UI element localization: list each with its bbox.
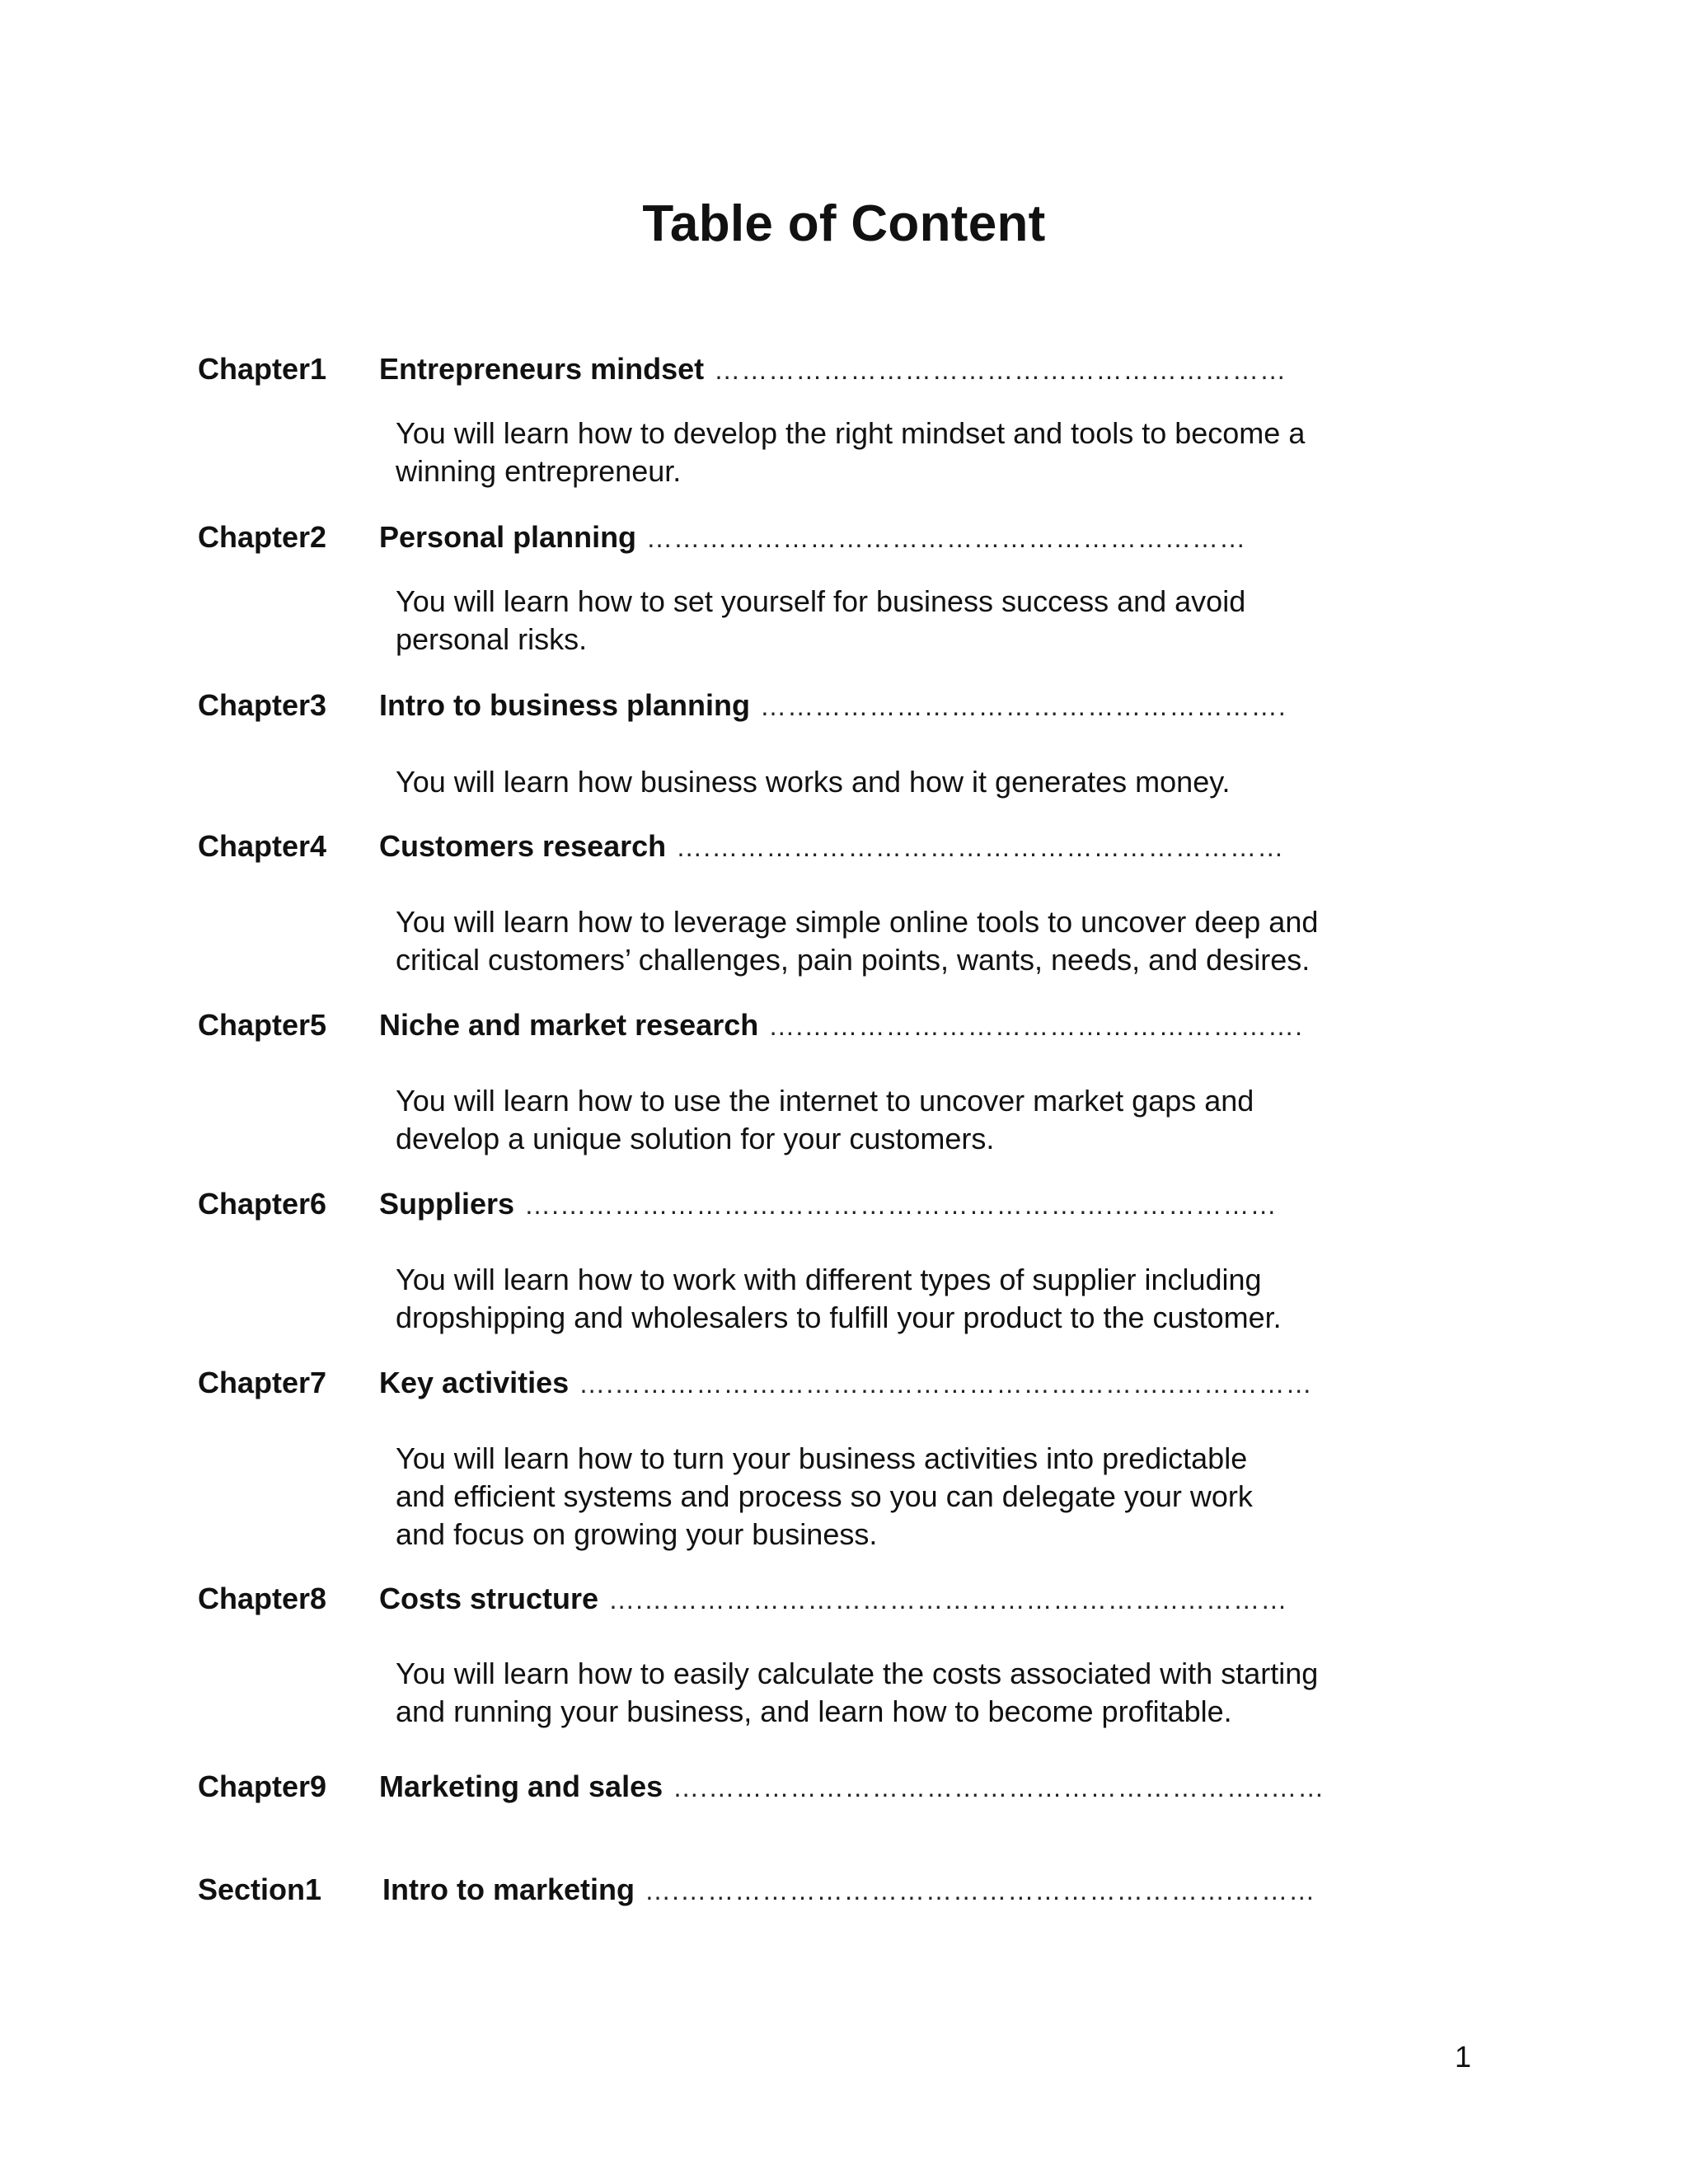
chapter-description: You will learn how to turn your business activities into predictable and efficient systems and process so you can delegate your work and focus on growing your business. [396, 1441, 1253, 1551]
toc-entry-chapter7 [198, 1360, 1352, 1406]
chapter-description: You will learn how to easily calculate the costs associated with starting and running your business, and learn how to become profitable. [396, 1657, 1319, 1728]
chapter-title-row [379, 1360, 1558, 1407]
dot-leader: ….…………………………………………………….……………… [524, 1190, 1278, 1220]
chapter-title: Customers research [379, 829, 667, 863]
chapter-title: Personal planning [379, 520, 637, 554]
dot-leader: ………………………………………………………… [646, 523, 1247, 553]
chapter-title-row [379, 346, 1558, 393]
chapter-label: Chapter6 [198, 1187, 327, 1221]
chapter-label: Chapter1 [198, 352, 327, 386]
chapter-label: Chapter9 [198, 1769, 327, 1803]
chapter-title: Niche and market research [379, 1008, 759, 1042]
chapter-description: You will learn how to work with different types of supplier including dropshipping and wholesalers to fulfill your product to the customer. [396, 1263, 1282, 1334]
toc-entry-chapter1 [198, 346, 1352, 392]
chapter-description: You will learn how business works and how it generates money. [396, 765, 1231, 799]
section-label: Section1 [198, 1872, 322, 1906]
toc-entry-chapter6 [198, 1181, 1352, 1227]
chapter-title-row [379, 1764, 1558, 1811]
dot-leader: ….…………………………………………………..………… [608, 1585, 1288, 1615]
chapter-title-row [379, 1181, 1558, 1228]
page-title: Table of Content [642, 195, 1046, 252]
toc-entry-chapter9 [198, 1764, 1352, 1810]
chapter-label: Chapter7 [198, 1366, 327, 1399]
chapter-label: Chapter3 [198, 688, 327, 722]
section-title: Intro to marketing [382, 1872, 635, 1906]
chapter-label: Chapter2 [198, 520, 327, 554]
chapter-title: Suppliers [379, 1187, 515, 1221]
toc-entry-chapter5 [198, 1002, 1352, 1048]
toc-entry-chapter8 [198, 1576, 1352, 1622]
chapter-title: Marketing and sales [379, 1769, 663, 1803]
chapter-title-row [379, 682, 1558, 729]
dot-leader: ….……………………………………………………… [676, 832, 1285, 862]
chapter-label: Chapter5 [198, 1008, 327, 1042]
page-number: 1 [1455, 2040, 1472, 2074]
chapter-description: You will learn how to leverage simple online tools to uncover deep and critical customers’ challenges, pain points, wants, needs, and desires. [396, 905, 1319, 977]
chapter-title-row [379, 823, 1558, 870]
chapter-title: Costs structure [379, 1582, 599, 1615]
dot-leader: ……………………………………………………… [714, 355, 1287, 385]
chapter-description: You will learn how to set yourself for business success and avoid personal risks. [396, 584, 1246, 656]
toc-entry-chapter2 [198, 514, 1352, 560]
chapter-title: Intro to business planning [379, 688, 750, 722]
toc-entry-chapter3 [198, 682, 1352, 729]
dot-leader: …………………………………………………. [760, 691, 1287, 721]
chapter-title-row [379, 514, 1558, 561]
dot-leader: ….………………………………………………. [768, 1011, 1304, 1041]
section-title-row [382, 1867, 1561, 1914]
dot-leader: ….…………………………………………………….……… [645, 1876, 1316, 1905]
chapter-label: Chapter8 [198, 1582, 327, 1615]
toc-entry-section1 [198, 1867, 1352, 1913]
chapter-label: Chapter4 [198, 829, 327, 863]
chapter-title-row [379, 1002, 1558, 1049]
chapter-description: You will learn how to use the internet to uncover market gaps and develop a unique solution for your customers. [396, 1084, 1254, 1155]
chapter-description: You will learn how to develop the right mindset and tools to become a winning entrepreneur. [396, 416, 1306, 488]
dot-leader: ….……………………………………………………..…… [673, 1773, 1325, 1802]
chapter-title-row [379, 1576, 1558, 1623]
chapter-title: Entrepreneurs mindset [379, 352, 705, 386]
dot-leader: ….……………………………………………………..…………… [579, 1369, 1313, 1399]
toc-entry-chapter4 [198, 823, 1352, 869]
chapter-title: Key activities [379, 1366, 570, 1399]
